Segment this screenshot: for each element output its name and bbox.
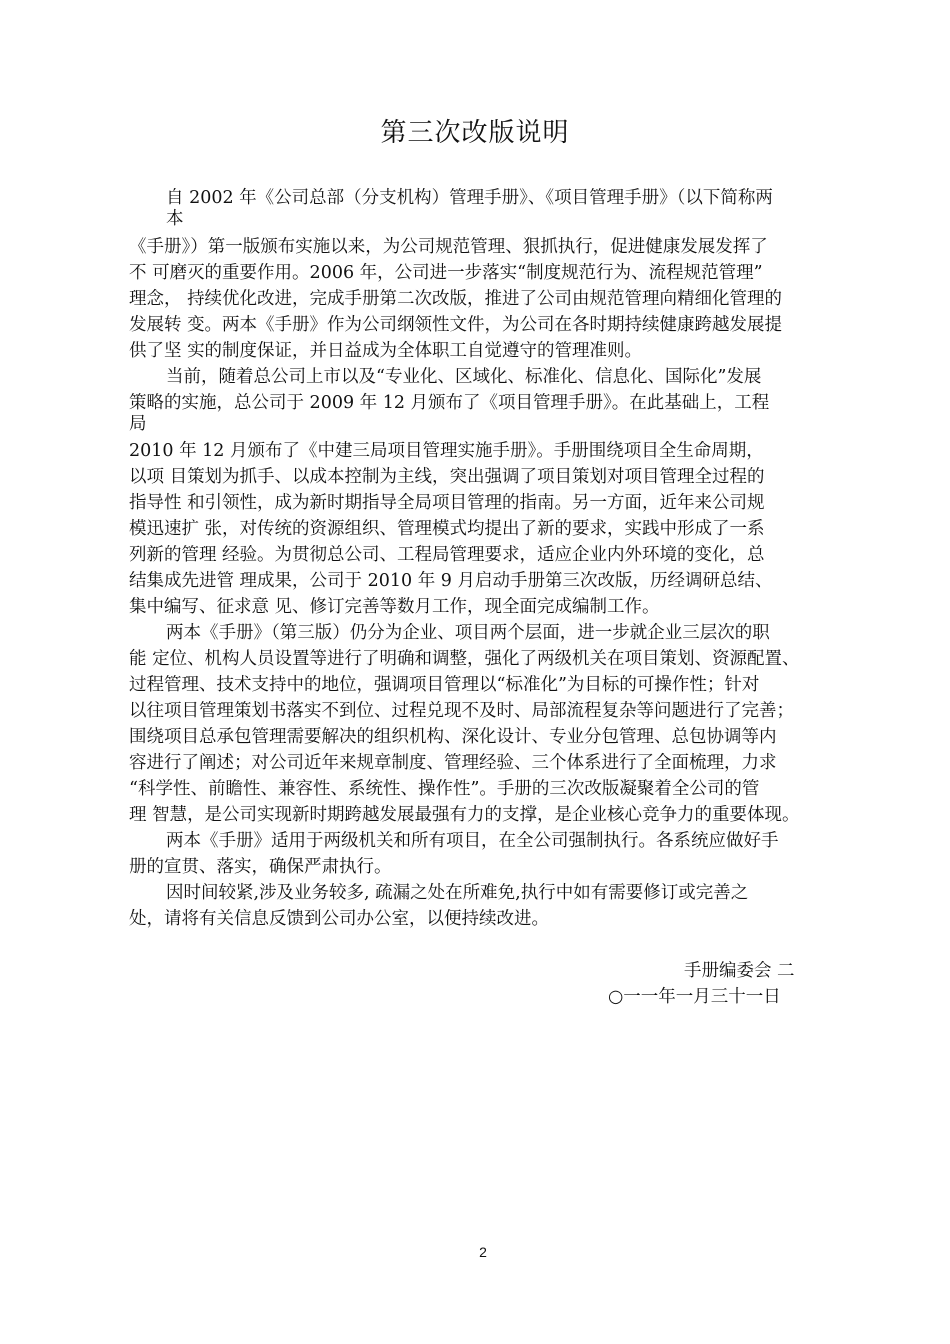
body-line: 过程管理、技术支持中的地位，强调项目管理以“标准化”为目标的可操作性；针对 bbox=[129, 675, 760, 695]
body-line: 以项 目策划为抓手、以成本控制为主线，突出强调了项目策划对项目管理全过程的 bbox=[129, 467, 765, 487]
body-line: 局 bbox=[129, 414, 147, 434]
body-line: 供了坚 实的制度保证，并日益成为全体职工自觉遵守的管理准则。 bbox=[129, 341, 643, 361]
body-line: 结集成先进管 理成果，公司于 2010 年 9 月启动手册第三次改版，历经调研总结、 bbox=[129, 571, 773, 591]
body-line: 《手册》）第一版颁布实施以来，为公司规范管理、狠抓执行，促进健康发展发挥了 bbox=[129, 237, 768, 257]
body-line: 自 2002 年《公司总部（分支机构）管理手册》、《项目管理手册》（以下简称两 bbox=[166, 188, 773, 208]
body-line: 围绕项目总承包管理需要解决的组织机构、深化设计、专业分包管理、总包协调等内 bbox=[129, 727, 777, 747]
body-line: 容进行了阐述；对公司近年来规章制度、管理经验、三个体系进行了全面梳理，力求 bbox=[129, 753, 777, 773]
signature: 手册编委会 二 bbox=[684, 961, 795, 981]
body-line: 当前，随着总公司上市以及“专业化、区域化、标准化、信息化、国际化”发展 bbox=[166, 367, 762, 387]
body-line: 理念， 持续优化改进，完成手册第二次改版，推进了公司由规范管理向精细化管理的 bbox=[129, 289, 783, 309]
body-line: 2010 年 12 月颁布了《中建三局项目管理实施手册》。手册围绕项目全生命周期， bbox=[129, 441, 764, 461]
body-line: 本 bbox=[166, 209, 184, 229]
body-line: 以往项目管理策划书落实不到位、过程兑现不及时、局部流程复杂等问题进行了完善； bbox=[129, 701, 794, 721]
body-line: 不 可磨灭的重要作用。2006 年，公司进一步落实“制度规范行为、流程规范管理” bbox=[129, 263, 763, 283]
body-line: 模迅速扩 张，对传统的资源组织、管理模式均提出了新的要求，实践中形成了一系 bbox=[129, 519, 765, 539]
body-line: 两本《手册》适用于两级机关和所有项目，在全公司强制执行。各系统应做好手 bbox=[166, 831, 779, 851]
body-line: 理 智慧，是公司实现新时期跨越发展最强有力的支撑，是企业核心竞争力的重要体现。 bbox=[129, 805, 800, 825]
body-line: 两本《手册》（第三版）仍分为企业、项目两个层面，进一步就企业三层次的职 bbox=[166, 623, 770, 643]
body-line: 策略的实施，总公司于 2009 年 12 月颁布了《项目管理手册》。在此基础上，工程 bbox=[129, 393, 770, 413]
body-line: 册的宣贯、落实，确保严肃执行。 bbox=[129, 857, 392, 877]
body-line: 指导性 和引领性，成为新时期指导全局项目管理的指南。另一方面，近年来公司规 bbox=[129, 493, 765, 513]
page-number: 2 bbox=[479, 1244, 487, 1260]
body-line: 因时间较紧,涉及业务较多, 疏漏之处在所难免,执行中如有需要修订或完善之 bbox=[166, 883, 749, 903]
body-line: 集中编写、征求意 见、修订完善等数月工作，现全面完成编制工作。 bbox=[129, 597, 660, 617]
body-line: 能 定位、机构人员设置等进行了明确和调整，强化了两级机关在项目策划、资源配置、 bbox=[129, 649, 800, 669]
body-line: 列新的管理 经验。为贯彻总公司、工程局管理要求，适应企业内外环境的变化，总 bbox=[129, 545, 765, 565]
body-line: “科学性、前瞻性、兼容性、系统性、操作性”。手册的三次改版凝聚着全公司的管 bbox=[129, 779, 760, 799]
page-title: 第三次改版说明 bbox=[380, 118, 570, 148]
body-line: 发展转 变。两本《手册》作为公司纲领性文件，为公司在各时期持续健康跨越发展提 bbox=[129, 315, 783, 335]
body-line: 处，请将有关信息反馈到公司办公室，以便持续改进。 bbox=[129, 909, 549, 929]
signature-date: ○一一年一月三十一日 bbox=[608, 987, 781, 1007]
